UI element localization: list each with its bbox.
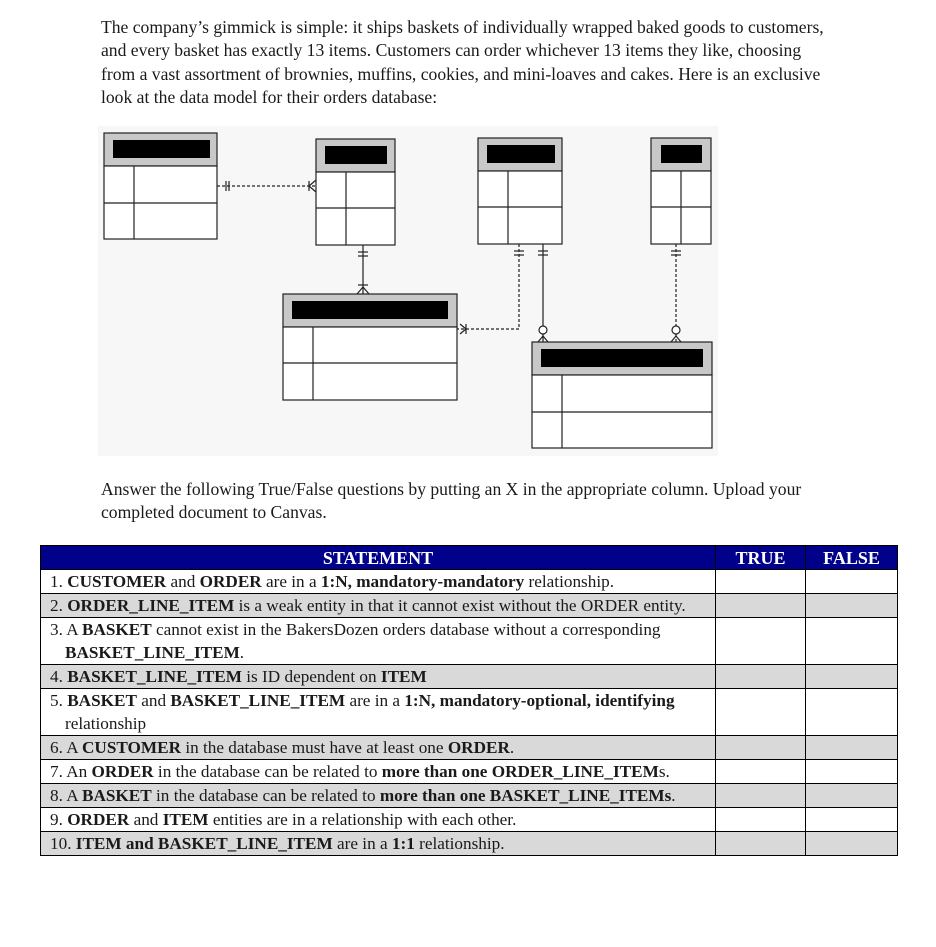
true-answer-cell[interactable] bbox=[716, 689, 806, 736]
bold-text-run: ITEM bbox=[380, 667, 427, 686]
text-run: is ID dependent on bbox=[241, 667, 381, 686]
text-run: 8. A bbox=[50, 786, 82, 805]
text-run: 7. An bbox=[50, 762, 92, 781]
text-run: is a weak entity in that it cannot exist without the ORDER entity. bbox=[234, 596, 686, 615]
text-run: 9. bbox=[50, 810, 68, 829]
text-run: in the database can be related to bbox=[153, 762, 382, 781]
entity-box-top-left bbox=[104, 133, 217, 239]
table-row bbox=[41, 832, 898, 856]
statement-cell bbox=[41, 689, 716, 736]
redacted-entity-name bbox=[661, 145, 702, 163]
bold-text-run: 1:1 bbox=[391, 834, 415, 853]
false-answer-cell[interactable] bbox=[806, 570, 898, 594]
bold-text-run: ITEM bbox=[162, 810, 209, 829]
table-row bbox=[41, 736, 898, 760]
false-answer-cell[interactable] bbox=[806, 808, 898, 832]
bold-text-run: CUSTOMER bbox=[67, 572, 167, 591]
statement-cell bbox=[41, 760, 716, 784]
true-false-table bbox=[40, 545, 898, 856]
statement-cell bbox=[41, 736, 716, 760]
text-run: 10. bbox=[50, 834, 76, 853]
bold-text-run: ORDER bbox=[91, 762, 154, 781]
false-answer-cell[interactable] bbox=[806, 618, 898, 665]
false-answer-cell[interactable] bbox=[806, 784, 898, 808]
table-row bbox=[41, 665, 898, 689]
true-answer-cell[interactable] bbox=[716, 736, 806, 760]
statement-cell bbox=[41, 808, 716, 832]
text-run: are in a bbox=[261, 572, 321, 591]
entity-box-top-center bbox=[478, 138, 562, 244]
statement-cell bbox=[41, 784, 716, 808]
text-run: are in a bbox=[345, 691, 405, 710]
text-run: 2. bbox=[50, 596, 68, 615]
text-run: cannot exist in the BakersDozen orders database without a corresponding bbox=[151, 620, 661, 639]
bold-text-run: ORDER bbox=[67, 810, 130, 829]
text-run: are in a bbox=[332, 834, 392, 853]
text-run: and bbox=[129, 810, 163, 829]
false-answer-cell[interactable] bbox=[806, 594, 898, 618]
table-header-row bbox=[41, 546, 898, 570]
table-row bbox=[41, 594, 898, 618]
text-run: relationship. bbox=[524, 572, 614, 591]
text-run: The company’s gimmick is simple: it ships baskets of individually wrapped baked goods to customers, and every basket has exactly 13 items. Customers can order whichever 13 items they like, choosing from a vast assortment of brownies, muffins, cookies, and mini-loaves and cakes. Here is an exclusive look at the data model for their orders database: bbox=[101, 17, 824, 107]
header-true: TRUE bbox=[716, 546, 806, 570]
entity-box-top-middle bbox=[316, 139, 395, 245]
true-answer-cell[interactable] bbox=[716, 665, 806, 689]
redacted-entity-name bbox=[292, 301, 448, 319]
bold-text-run: more than one ORDER_LINE_ITEM bbox=[381, 762, 659, 781]
statement-text bbox=[50, 618, 711, 664]
true-answer-cell[interactable] bbox=[716, 618, 806, 665]
bold-text-run: CUSTOMER bbox=[82, 738, 182, 757]
statement-cell bbox=[41, 594, 716, 618]
bold-text-run: more than one BASKET_LINE_ITEMs bbox=[379, 786, 672, 805]
text-run: in the database can be related to bbox=[151, 786, 380, 805]
er-diagram bbox=[98, 126, 718, 456]
false-answer-cell[interactable] bbox=[806, 665, 898, 689]
statement-text bbox=[50, 810, 516, 829]
false-answer-cell[interactable] bbox=[806, 832, 898, 856]
entity-box-middle bbox=[283, 294, 457, 400]
table-row bbox=[41, 689, 898, 736]
bold-text-run: BASKET_LINE_ITEM bbox=[65, 643, 240, 662]
text-run: 1. bbox=[50, 572, 68, 591]
header-statement: STATEMENT bbox=[41, 546, 716, 570]
false-answer-cell[interactable] bbox=[806, 736, 898, 760]
bold-text-run: BASKET_LINE_ITEM bbox=[170, 691, 346, 710]
statement-text bbox=[50, 784, 711, 807]
bold-text-run: 1:N, mandatory-mandatory bbox=[320, 572, 525, 591]
bold-text-run: BASKET bbox=[82, 620, 152, 639]
bold-text-run: BASKET bbox=[67, 691, 137, 710]
true-answer-cell[interactable] bbox=[716, 832, 806, 856]
bold-text-run: ORDER_LINE_ITEM bbox=[67, 596, 235, 615]
table-row bbox=[41, 570, 898, 594]
text-run: in the database must have at least one bbox=[181, 738, 448, 757]
statement-cell bbox=[41, 832, 716, 856]
instructions-paragraph: Answer the following True/False questions by putting an X in the appropriate column. Upload your completed document to Canvas. bbox=[101, 479, 802, 522]
false-answer-cell[interactable] bbox=[806, 760, 898, 784]
text-run: . bbox=[509, 738, 515, 757]
bold-text-run: ITEM and BASKET_LINE_ITEM bbox=[75, 834, 333, 853]
statement-cell bbox=[41, 618, 716, 665]
table-row bbox=[41, 760, 898, 784]
text-run: relationship. bbox=[414, 834, 505, 853]
bold-text-run: 1:N, mandatory-optional, identifying bbox=[404, 691, 675, 710]
true-answer-cell[interactable] bbox=[716, 594, 806, 618]
entity-box-top-right bbox=[651, 138, 711, 244]
statement-text bbox=[50, 760, 711, 783]
text-run: relationship bbox=[65, 714, 147, 733]
redacted-entity-name bbox=[487, 145, 555, 163]
text-run: and bbox=[136, 691, 171, 710]
redacted-entity-name bbox=[113, 140, 210, 158]
statement-cell bbox=[41, 665, 716, 689]
bold-text-run: ORDER bbox=[199, 572, 262, 591]
text-run: s. bbox=[658, 762, 670, 781]
redacted-entity-name bbox=[541, 349, 703, 367]
statement-text bbox=[50, 596, 686, 615]
true-answer-cell[interactable] bbox=[716, 808, 806, 832]
text-run: 5. bbox=[50, 691, 68, 710]
text-run: entities are in a relationship with each other. bbox=[208, 810, 517, 829]
statement-cell bbox=[41, 570, 716, 594]
text-run: 3. A bbox=[50, 620, 82, 639]
entity-box-bottom-right bbox=[532, 342, 712, 448]
false-answer-cell[interactable] bbox=[806, 689, 898, 736]
table-row bbox=[41, 784, 898, 808]
true-answer-cell[interactable] bbox=[716, 760, 806, 784]
text-run: 4. bbox=[50, 667, 68, 686]
intro-paragraph bbox=[101, 16, 831, 109]
statement-text bbox=[50, 667, 427, 686]
bold-text-run: BASKET_LINE_ITEM bbox=[67, 667, 242, 686]
true-answer-cell[interactable] bbox=[716, 570, 806, 594]
statement-text bbox=[50, 689, 711, 735]
header-false: FALSE bbox=[806, 546, 898, 570]
statement-text bbox=[50, 834, 505, 853]
redacted-entity-name bbox=[325, 146, 387, 164]
true-answer-cell[interactable] bbox=[716, 784, 806, 808]
text-run: 6. A bbox=[50, 738, 82, 757]
bold-text-run: BASKET bbox=[82, 786, 152, 805]
bold-text-run: ORDER bbox=[447, 738, 510, 757]
text-run: and bbox=[166, 572, 200, 591]
statement-text bbox=[50, 572, 614, 591]
table-row bbox=[41, 808, 898, 832]
text-run: . bbox=[671, 786, 676, 805]
statement-text bbox=[50, 738, 514, 757]
text-run: . bbox=[239, 643, 245, 662]
table-row bbox=[41, 618, 898, 665]
